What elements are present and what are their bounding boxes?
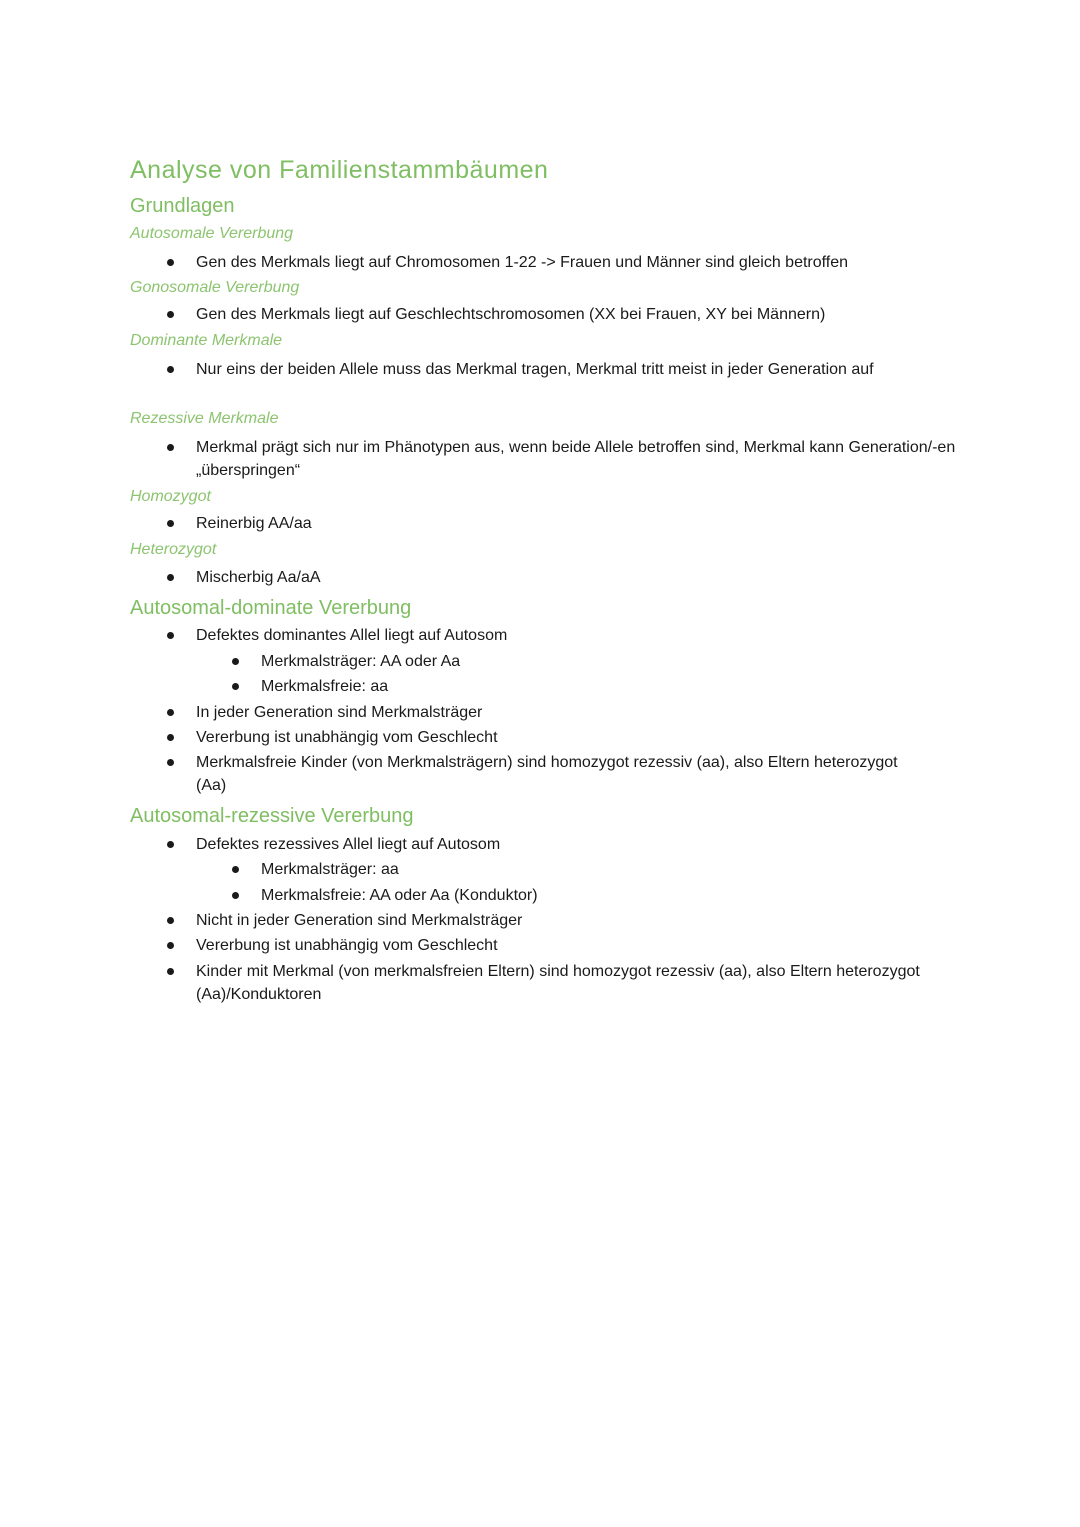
list-item [196, 833, 956, 856]
bullet-icon [167, 734, 174, 741]
list-item-text: Vererbung ist unabhängig vom Geschlecht [196, 729, 498, 746]
list-item-text: Nicht in jeder Generation sind Merkmalsträger [196, 912, 523, 929]
bullet-icon [232, 892, 239, 899]
list-item [196, 436, 956, 482]
list-item [196, 960, 941, 1006]
section-heading-grundlagen: Grundlagen [130, 195, 235, 217]
bullet-icon [167, 366, 174, 373]
list-item-text: Defektes dominantes Allel liegt auf Autosom [196, 627, 508, 644]
subheading-autosomal: Autosomale Vererbung [130, 225, 294, 242]
list-item-text: Merkmalsfreie Kinder (von Merkmalsträgern) sind homozygot rezessiv (aa), also Eltern heterozygot (Aa) [196, 754, 898, 794]
list-item-text: Merkmalsfreie: aa [261, 678, 389, 695]
bullet-icon [167, 709, 174, 716]
list-item [196, 251, 956, 274]
list-item-text: In jeder Generation sind Merkmalsträger [196, 704, 483, 721]
list-item [196, 934, 956, 957]
list-item [196, 624, 956, 647]
bullet-icon [167, 311, 174, 318]
list-item-text: Merkmalsträger: AA oder Aa [261, 653, 461, 670]
subheading-rezessiv: Rezessive Merkmale [130, 410, 279, 427]
list-item [261, 858, 951, 881]
list-item [196, 566, 956, 589]
list-item-text: Vererbung ist unabhängig vom Geschlecht [196, 937, 498, 954]
list-item-text: Nur eins der beiden Allele muss das Merkmal tragen, Merkmal tritt meist in jeder Generation auf [196, 361, 874, 378]
list-item [196, 303, 956, 326]
list-item-text: Merkmalsfreie: AA oder Aa (Konduktor) [261, 887, 538, 904]
bullet-icon [167, 759, 174, 766]
list-item [196, 701, 956, 724]
list-item [196, 358, 876, 381]
section-heading-autosomal-rezessiv: Autosomal-rezessive Vererbung [130, 805, 414, 827]
bullet-icon [232, 866, 239, 873]
list-item-text: Gen des Merkmals liegt auf Geschlechtschromosomen (XX bei Frauen, XY bei Männern) [196, 306, 826, 323]
subheading-gonosomal: Gonosomale Vererbung [130, 279, 300, 296]
bullet-icon [167, 632, 174, 639]
bullet-icon [167, 444, 174, 451]
list-item [261, 650, 951, 673]
subheading-homozygot: Homozygot [130, 488, 211, 505]
list-item [261, 675, 951, 698]
bullet-icon [232, 683, 239, 690]
bullet-icon [167, 520, 174, 527]
list-item-text: Kinder mit Merkmal (von merkmalsfreien Eltern) sind homozygot rezessiv (aa), also Eltern heterozygot (Aa)/Konduktoren [196, 963, 920, 1003]
list-item [196, 751, 926, 797]
list-item [196, 512, 956, 535]
list-item-text: Merkmal prägt sich nur im Phänotypen aus, wenn beide Allele betroffen sind, Merkmal kann Generation/-en „überspringen“ [196, 439, 956, 479]
list-item-text: Mischerbig Aa/aA [196, 569, 321, 586]
bullet-icon [167, 574, 174, 581]
bullet-icon [167, 968, 174, 975]
list-item-text: Reinerbig AA/aa [196, 515, 312, 532]
subheading-heterozygot: Heterozygot [130, 541, 217, 558]
list-item [261, 884, 951, 907]
bullet-icon [167, 841, 174, 848]
bullet-icon [167, 917, 174, 924]
list-item [196, 726, 956, 749]
subheading-dominant: Dominante Merkmale [130, 332, 283, 349]
bullet-icon [167, 259, 174, 266]
bullet-icon [167, 942, 174, 949]
list-item-text: Merkmalsträger: aa [261, 861, 399, 878]
section-heading-autosomal-dominant: Autosomal-dominate Vererbung [130, 597, 412, 619]
bullet-icon [232, 658, 239, 665]
page-title: Analyse von Familienstammbäumen [130, 156, 549, 184]
list-item [196, 909, 956, 932]
list-item-text: Defektes rezessives Allel liegt auf Autosom [196, 836, 501, 853]
list-item-text: Gen des Merkmals liegt auf Chromosomen 1-22 -> Frauen und Männer sind gleich betroffen [196, 254, 849, 271]
